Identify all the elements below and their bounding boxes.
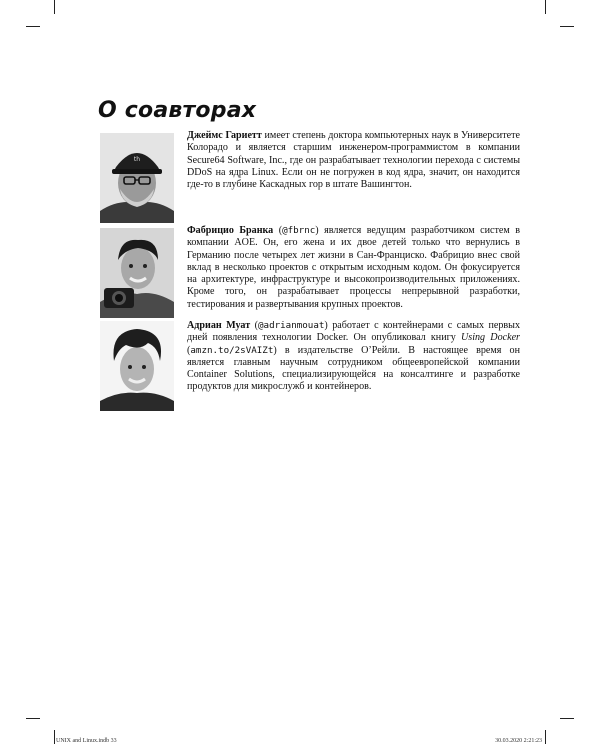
twitter-handle: @adrianmouat xyxy=(258,320,325,331)
crop-mark xyxy=(560,26,574,27)
portrait-man-camera-icon xyxy=(100,228,174,318)
book-link: amzn.to/2sVAIZt xyxy=(190,344,274,356)
crop-mark xyxy=(26,718,40,719)
twitter-handle: @fbrnc xyxy=(282,225,316,236)
portrait-man-curly-hair-icon xyxy=(100,321,174,411)
bio-text: ) работает с контейнерами с самых первых дней появления технологии Docker. Он опубликовал книгу xyxy=(187,320,520,344)
author-bio: Адриан Муат (@adrianmouat) работает с контейнерами с самых первых дней появления технологии Docker. Он опубликовал книгу Using Docker (amzn.to/2sVAIZt) в издательстве O’Рейли. В настоящее время он является главным научным сотрудником общеевропейской компании Container Solutions, специализирующейся на консалтинге и разработке продуктов для микрослужб и контейнеров. xyxy=(187,320,520,393)
crop-mark xyxy=(545,0,546,14)
crop-mark xyxy=(26,26,40,27)
author-name: Джеймс Гариетт xyxy=(187,130,262,141)
crop-mark xyxy=(560,718,574,719)
crop-mark xyxy=(545,730,546,744)
crop-mark xyxy=(54,730,55,744)
crop-mark xyxy=(54,0,55,14)
bio-text: ) является ведущим разработчиком систем в компании AOE. Он, его жена и их двое детей только что вернулись в Германию после четырех лет жизни в Сан-Франциско. Фабрицио внес свой вклад в несколько проектов с открытым исходным кодом. Он фокусируется на архитектуре, инфраструктуре и высокопроизводительных приложениях. Кроме того, он разрабатывает процессы непрерывной разработки, тестирования и развертывания крупных проектов. xyxy=(187,225,520,310)
book-title: Using Docker xyxy=(460,332,520,344)
author-name: Адриан Муат xyxy=(187,320,251,331)
author-photo xyxy=(100,133,174,223)
page-title: О соавторах xyxy=(98,98,257,123)
bio-text: ) в издательстве O’Рейли. В настоящее время он является главным научным сотрудником общеевропейской компании Container Solutions, специализирующейся на консалтинге и разработке продуктов для микрослужб и контейнеров. xyxy=(187,344,520,393)
author-name: Фабрицио Бранка xyxy=(187,225,274,236)
author-photo xyxy=(100,228,174,318)
portrait-man-cap-glasses-icon xyxy=(100,133,174,223)
author-bio xyxy=(187,130,520,191)
svg-text:th: th xyxy=(133,156,141,163)
author-bio: Фабрицио Бранка (@fbrnc) является ведущим разработчиком систем в компании AOE. Он, его жена и их двое детей только что вернулись в Германию после четырех лет жизни в Сан-Франциско. Фабрицио внес свой вклад в несколько проектов с открытым исходным кодом. Он фокусируется на архитектуре, инфраструктуре и высокопроизводительных приложениях. Кроме того, он разрабатывает процессы непрерывной разработки, тестирования и развертывания крупных проектов. xyxy=(187,225,520,310)
footer-timestamp: 30.03.2020 2:21:23 xyxy=(495,738,542,744)
footer-filename: UNIX and Linux.indb 33 xyxy=(56,738,117,744)
bio-text: имеет степень доктора компьютерных наук в Университете Колорадо и является старшим инженером-программистом в компании Secure64 Software, Inc., где он разрабатывает технологии перехода с системы DDoS на ядра Linux. Если он не погружен в код ядра, значит, он находится где-то в глубине Каскадных гор в штате Вашингтон. xyxy=(187,130,520,191)
author-photo xyxy=(100,321,174,411)
